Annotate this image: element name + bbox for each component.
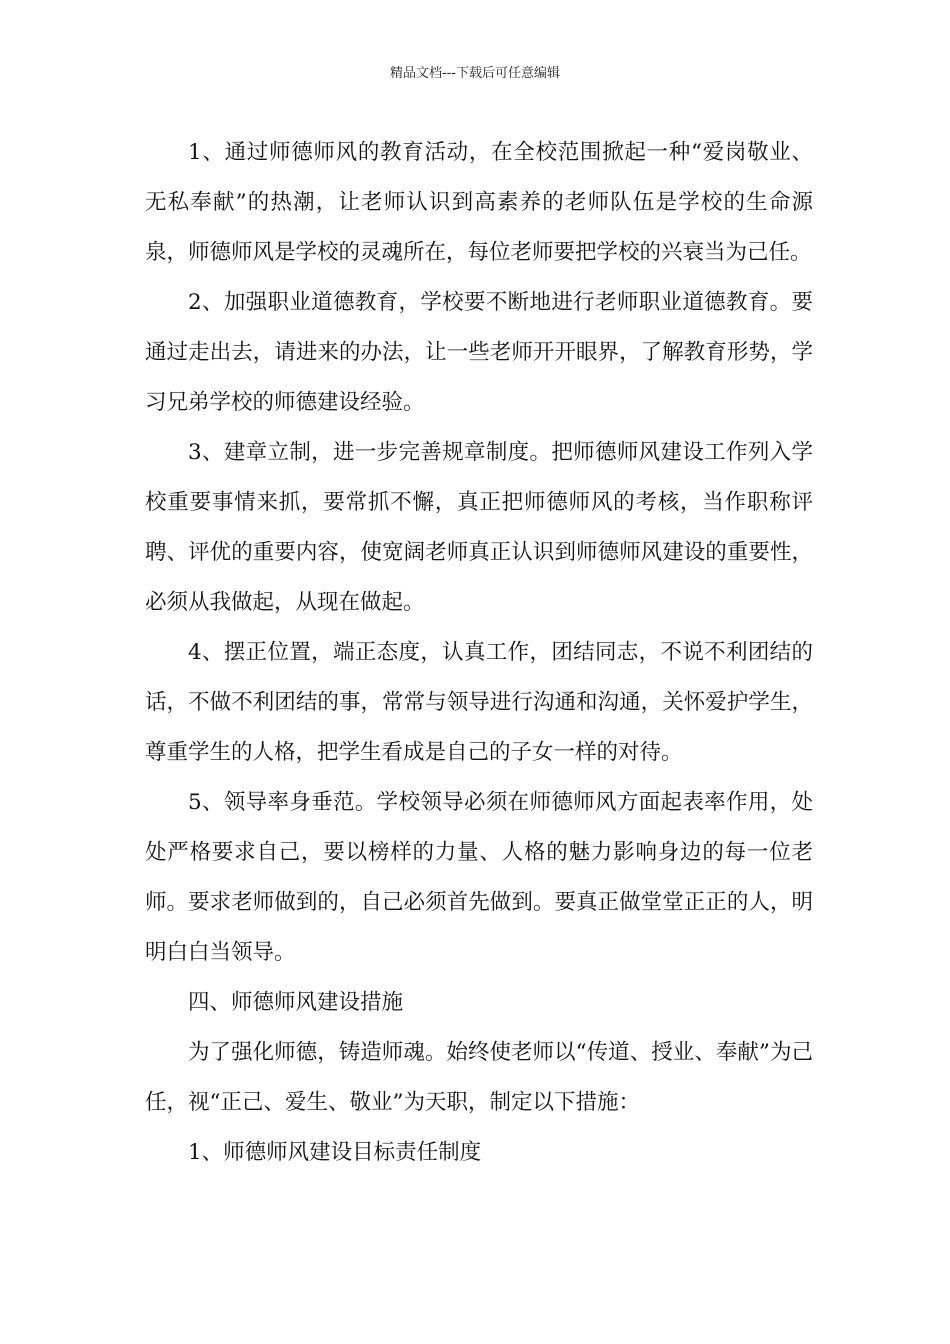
paragraph-item-4: 4、摆正位置，端正态度，认真工作，团结同志，不说不利团结的话，不做不利团结的事，常常与领导进行沟通和沟通，关怀爱护学生，尊重学生的人格，把学生看成是自己的子女一样的对待。 [145,640,813,765]
section-heading: 四、师德师风建设措施 [188,990,404,1015]
paragraph-measure-1: 1、师德师风建设目标责任制度 [188,1140,482,1165]
paragraph-intro: 为了强化师德，铸造师魂。始终使老师以“传道、授业、奉献”为己任，视“正己、爱生、敬业”为天职，制定以下措施： [145,1040,813,1115]
paragraph-item-5: 5、领导率身垂范。学校领导必须在师德师风方面起表率作用，处处严格要求自己，要以榜样的力量、人格的魅力影响身边的每一位老师。要求老师做到的，自己必须首先做到。要真正做堂堂正正的人，明明白白当领导。 [145,790,813,965]
document-body [145,128,813,1178]
paragraph-item-1: 1、通过师德师风的教育活动，在全校范围掀起一种“爱岗敬业、无私奉献”的热潮，让老师认识到高素养的老师队伍是学校的生命源泉，师德师风是学校的灵魂所在，每位老师要把学校的兴衰当为己任。 [145,140,813,265]
paragraph-item-3: 3、建章立制，进一步完善规章制度。把师德师风建设工作列入学校重要事情来抓，要常抓不懈，真正把师德师风的考核，当作职称评聘、评优的重要内容，使宽阔老师真正认识到师德师风建设的重要性，必须从我做起，从现在做起。 [145,440,813,615]
paragraph-item-2: 2、加强职业道德教育，学校要不断地进行老师职业道德教育。要通过走出去，请进来的办法，让一些老师开开眼界，了解教育形势，学习兄弟学校的师德建设经验。 [145,290,813,415]
page-header: 精品文档---下载后可任意编辑 [389,66,561,81]
